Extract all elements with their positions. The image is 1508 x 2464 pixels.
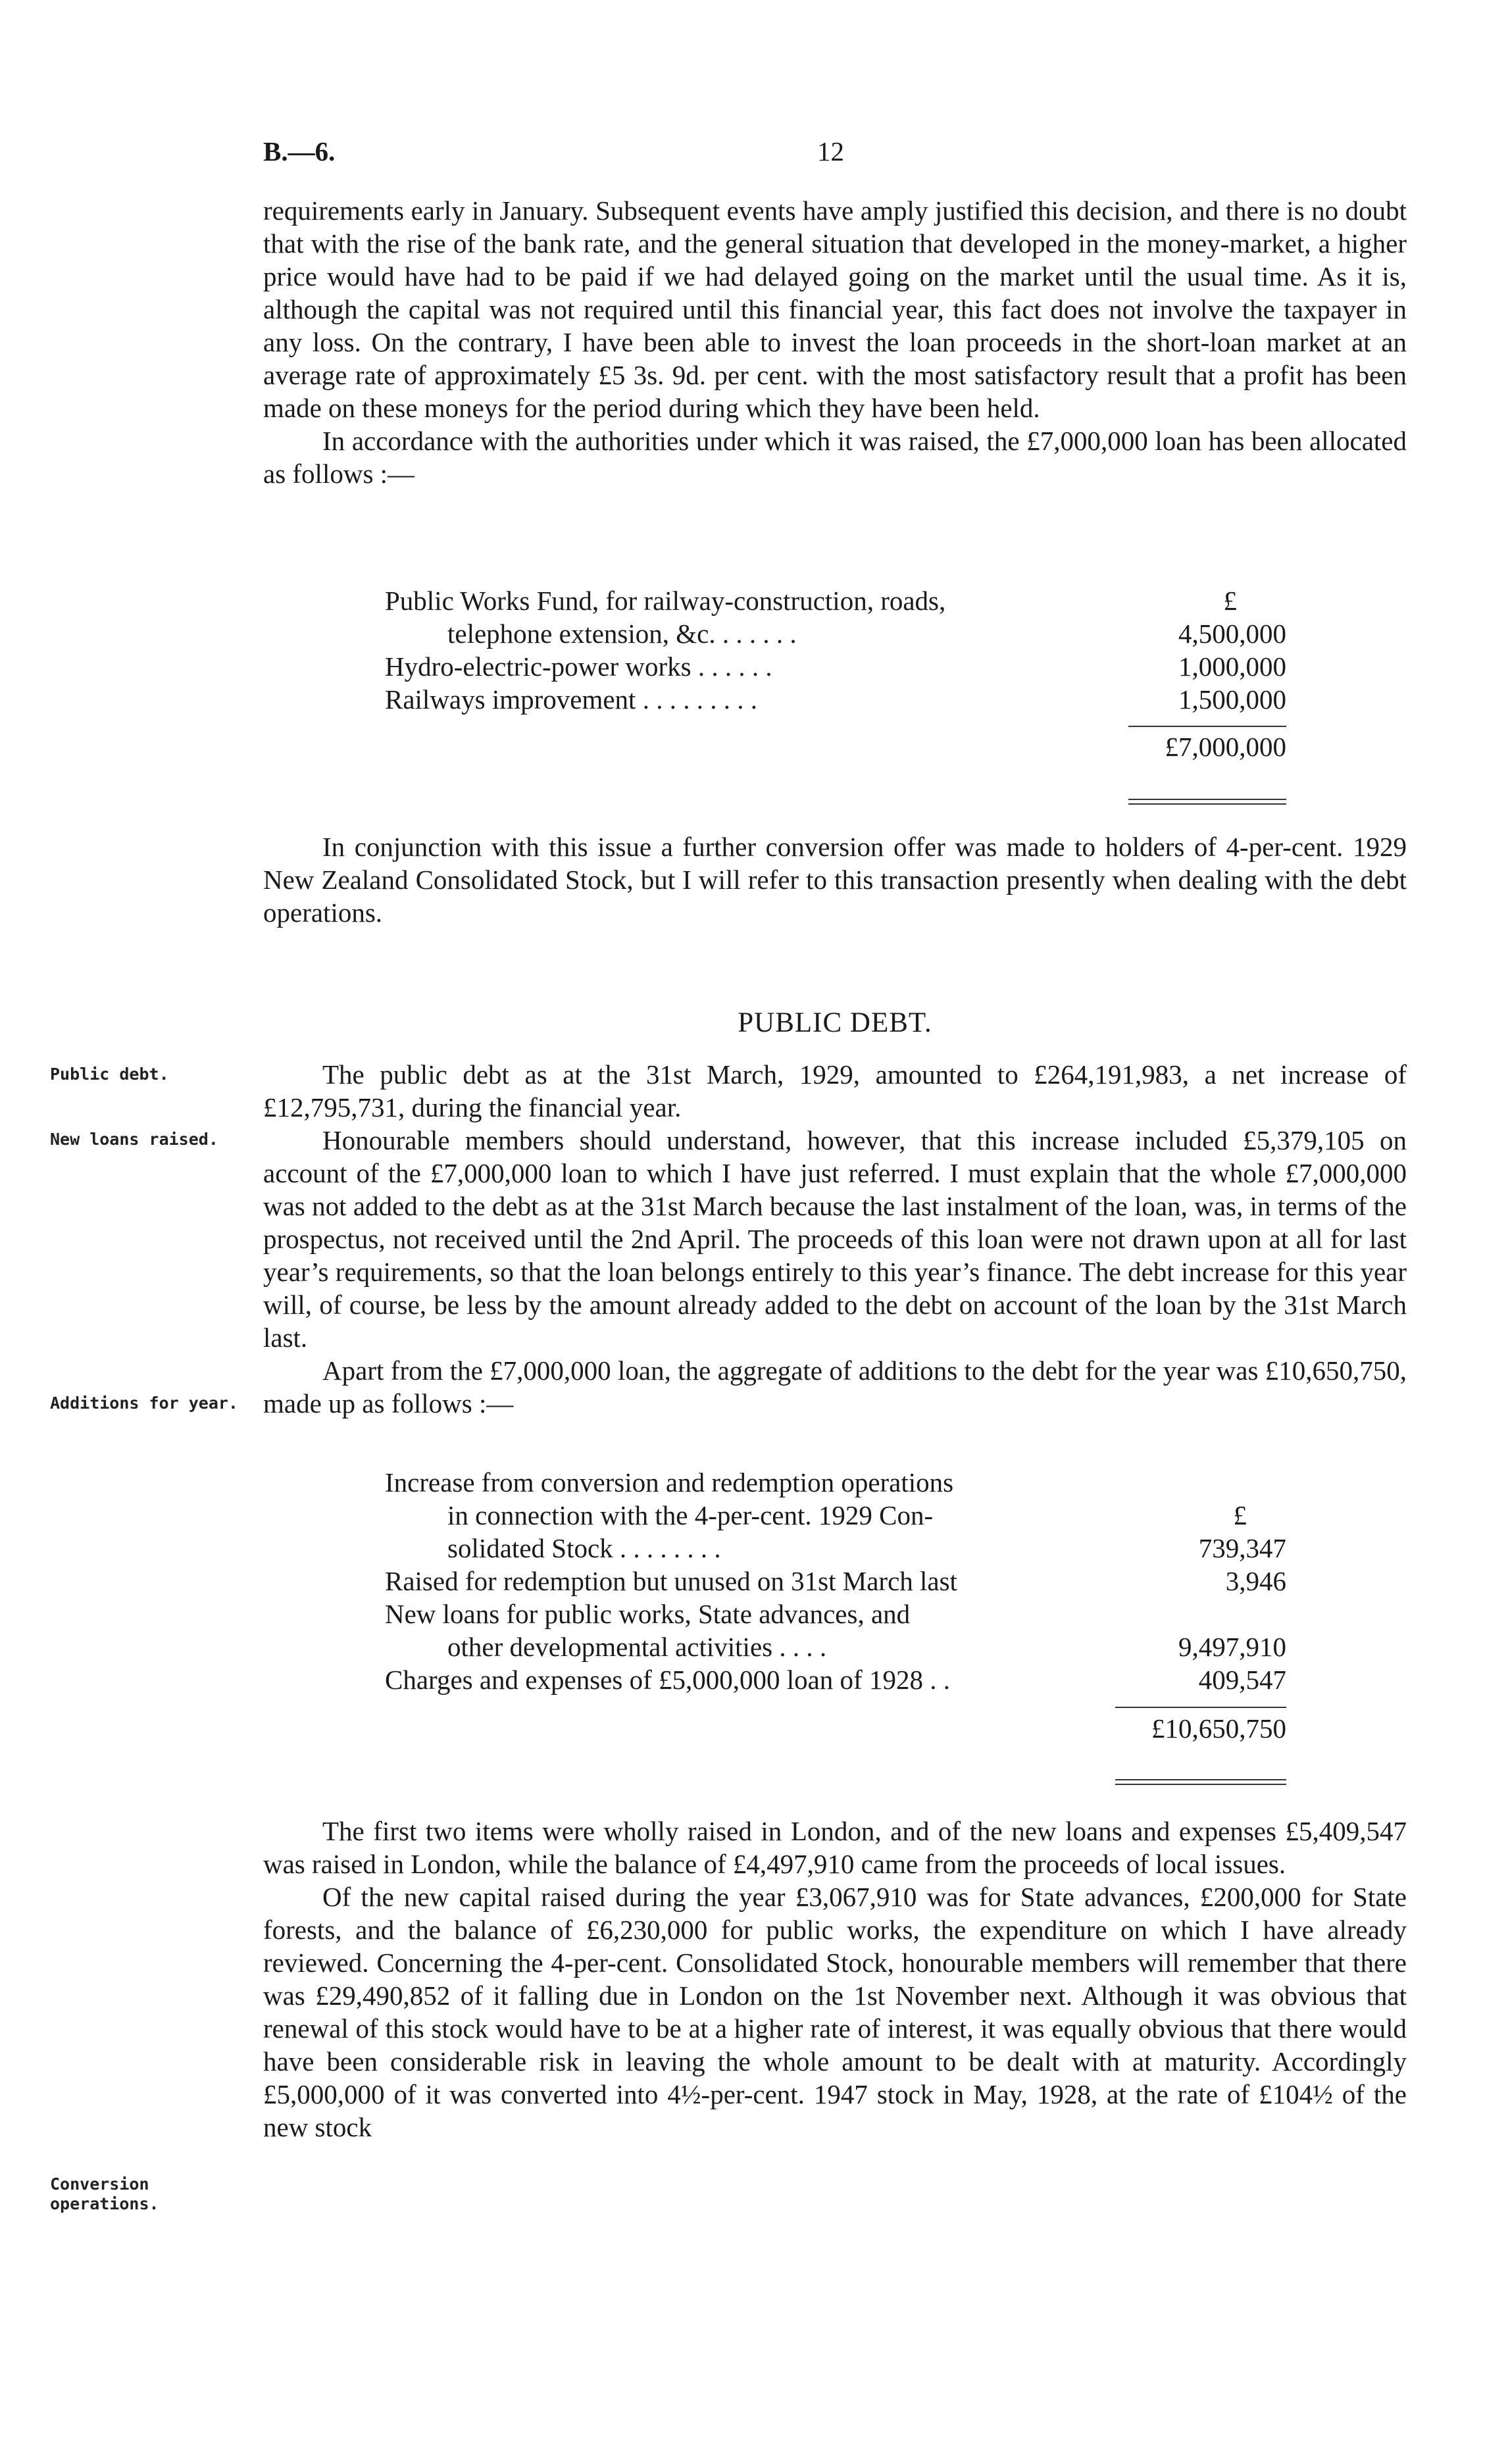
allocation-table <box>385 584 1286 763</box>
table-row <box>385 1630 1286 1663</box>
row-amount: 9,497,910 <box>1178 1632 1286 1662</box>
row-label: New loans for public works, State advances, and <box>385 1599 911 1629</box>
table-total-row <box>385 1712 1286 1745</box>
section-new-capital <box>263 1815 1407 2144</box>
additions-table <box>385 1466 1286 1745</box>
row-amount: 1,500,000 <box>1178 684 1286 715</box>
sum-rule <box>1115 1707 1286 1708</box>
row-amount: 4,500,000 <box>1178 618 1286 649</box>
paragraph-london-issues: The first two items were wholly raised in London, and of the new loans and expenses £5,409,547 was raised in London, while the balance of £4,497,910 came from the proceeds of local issues. <box>263 1816 1407 1879</box>
row-amount: 3,946 <box>1225 1566 1286 1596</box>
paragraph-new-loans: Honourable members should understand, however, that this increase included £5,379,105 on account of the £7,000,000 loan to which I have just referred. I must explain that the whole £7,000,000 was not added to the debt as at the 31st March because the last instalment of the loan, was, in terms of the prospectus, not received until the 2nd April. The proceeds of this loan were not drawn upon at all for last year’s requirements, so that the loan belongs entirely to this year’s finance. The debt increase for this year will, of course, be less by the amount already added to the debt on account of the loan by the 31st March last. <box>263 1125 1407 1353</box>
page-number: 12 <box>817 136 844 166</box>
paragraph-additions: Apart from the £7,000,000 loan, the aggregate of additions to the debt for the year was £10,650,750, made up as follows :— <box>263 1355 1407 1419</box>
total-double-rule <box>1115 1779 1286 1785</box>
table-row <box>385 1565 1286 1597</box>
document-reference: B.—6. <box>263 136 336 166</box>
margin-note-public-debt: Public debt. <box>50 1065 169 1084</box>
currency-header: £ <box>1223 586 1237 616</box>
total-double-rule <box>1128 799 1286 805</box>
section-public-debt <box>263 1058 1407 1420</box>
row-amount: 739,347 <box>1198 1533 1286 1563</box>
table-row <box>385 584 1286 617</box>
row-amount: 1,000,000 <box>1178 651 1286 682</box>
paragraph-loan-allocation: In accordance with the authorities under which it was raised, the £7,000,000 loan has been allocated as follows :— <box>263 426 1407 489</box>
total-amount: £10,650,750 <box>1151 1713 1286 1744</box>
paragraph-conversion-offer: In conjunction with this issue a further conversion offer was made to holders of 4-per-cent. 1929 New Zealand Consolidated Stock, but I will refer to this transaction presently when dealing with the debt operations. <box>263 832 1407 928</box>
margin-note-conversion: Conversion operations. <box>50 2175 159 2213</box>
section-loan-text <box>263 194 1407 490</box>
table-total-row <box>385 730 1286 763</box>
row-label: other developmental activities . . . . <box>447 1632 827 1662</box>
table-row <box>385 617 1286 650</box>
total-amount: £7,000,000 <box>1165 732 1286 762</box>
page-header <box>263 136 1408 175</box>
table-row <box>385 650 1286 683</box>
row-label: in connection with the 4-per-cent. 1929 Con- <box>447 1500 934 1530</box>
row-label: telephone extension, &c. . . . . . . <box>447 618 797 649</box>
table-row <box>385 1532 1286 1565</box>
paragraph-public-debt: The public debt as at the 31st March, 1929, amounted to £264,191,983, a net increase of £12,795,731, during the financial year. <box>263 1059 1407 1122</box>
row-label: Railways improvement . . . . . . . . . <box>385 684 757 715</box>
row-label: Charges and expenses of £5,000,000 loan of 1928 . . <box>385 1665 950 1695</box>
paragraph-loan-timing: requirements early in January. Subsequent events have amply justified this decision, and there is no doubt that with the rise of the bank rate, and the general situation that developed in the money-market, a higher price would have had to be paid if we had delayed going on the market until the usual time. As it is, although the capital was not required until this financial year, this fact does not involve the taxpayer in any loss. On the contrary, I have been able to invest the loan proceeds in the short-loan market at an average rate of approximately £5 3s. 9d. per cent. with the most satisfactory result that a profit has been made on these moneys for the period during which they have been held. <box>263 195 1407 423</box>
row-label: solidated Stock . . . . . . . . <box>447 1533 721 1563</box>
paragraph-conversion-operations: Of the new capital raised during the year £3,067,910 was for State advances, £200,000 for State forests, and the balance of £6,230,000 for public works, the expenditure on which I have already reviewed. Concerning the 4-per-cent. Consolidated Stock, honourable members will remember that there was £29,490,852 of it falling due in London on the 1st November next. Although it was obvious that renewal of this stock would have to be at a higher rate of interest, it was equally obvious that there would have been considerable risk in leaving the whole amount to be dealt with at maturity. Accordingly £5,000,000 of it was converted into 4½-per-cent. 1947 stock in May, 1928, at the rate of £104½ of the new stock <box>263 1882 1407 2142</box>
row-label: Increase from conversion and redemption operations <box>385 1467 954 1497</box>
row-label: Hydro-electric-power works . . . . . . <box>385 651 772 682</box>
row-label: Raised for redemption but unused on 31st March last <box>385 1566 957 1596</box>
row-label: Public Works Fund, for railway-construction, roads, <box>385 586 946 616</box>
row-amount: 409,547 <box>1198 1665 1286 1695</box>
currency-header: £ <box>1233 1500 1247 1530</box>
margin-note-additions: Additions for year. <box>50 1394 238 1413</box>
table-row <box>385 683 1286 716</box>
table-row <box>385 1597 1286 1630</box>
table-row <box>385 1663 1286 1696</box>
table-row <box>385 1466 1286 1499</box>
table-row <box>385 1499 1286 1532</box>
section-conversion-offer <box>263 830 1407 929</box>
section-heading: PUBLIC DEBT. <box>738 1007 932 1038</box>
sum-rule <box>1128 726 1286 727</box>
margin-note-new-loans: New loans raised. <box>50 1130 218 1149</box>
